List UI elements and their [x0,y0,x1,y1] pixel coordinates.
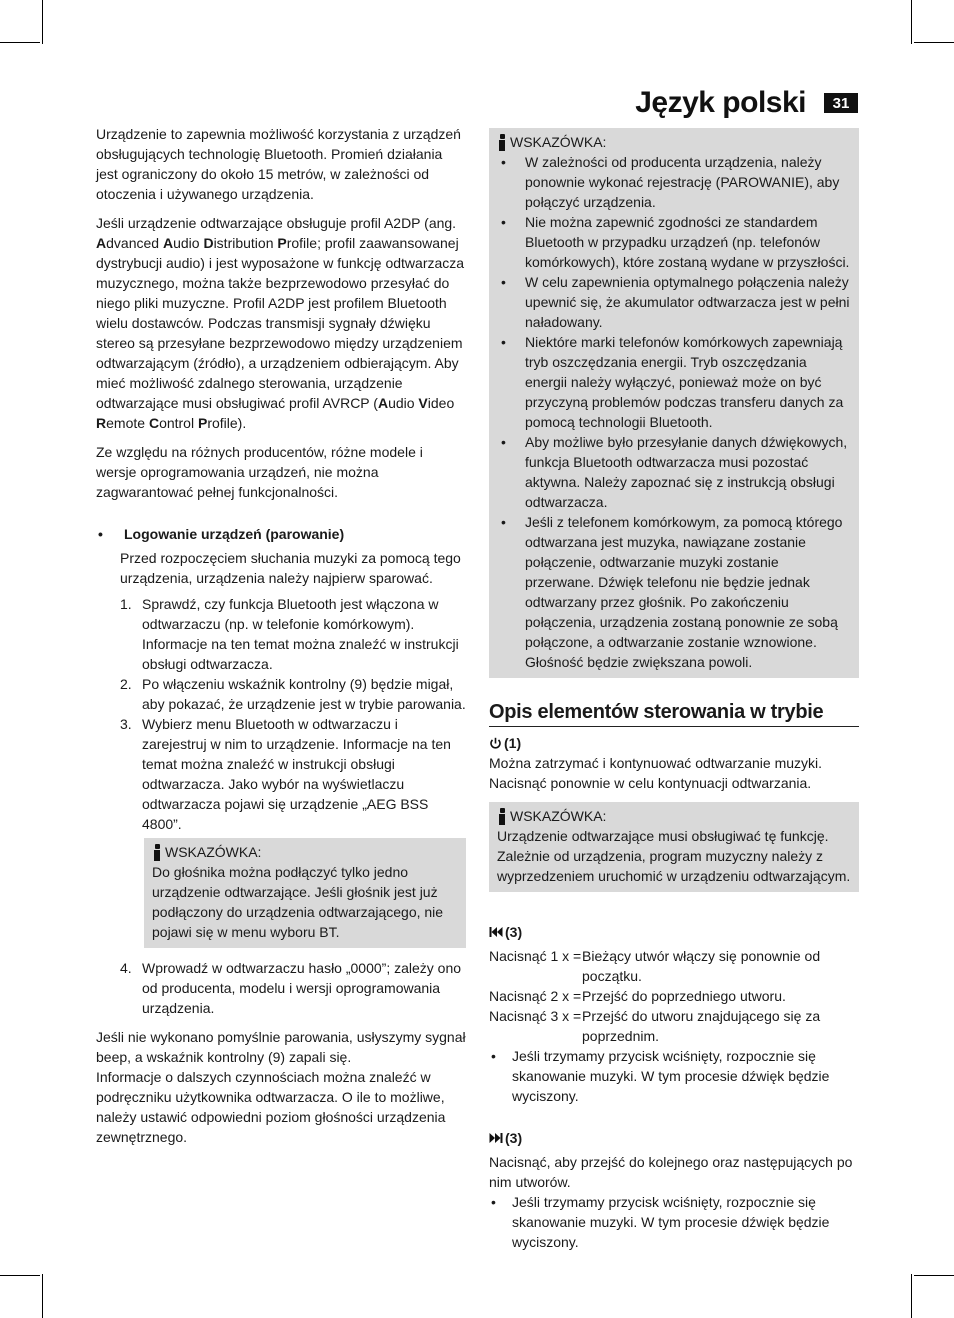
next-control-heading: (3) [489,1128,859,1148]
press-row: Nacisnąć 2 x = Przejść do poprzedniego utworu. [489,988,786,1004]
crop-mark [914,42,954,43]
info-icon [497,134,507,151]
previous-note: • Jeśli trzymamy przycisk wciśnięty, rozpocznie się skanowanie muzyki. W tym procesie dźwięk będzie wyciszony. [489,1046,859,1106]
info-icon [152,844,162,861]
next-track-icon [489,1132,503,1144]
tip-box [489,128,859,678]
tip-text: Urządzenie odtwarzające musi obsługiwać tę funkcję. Zależnie od urządzenia, program muzyczny należy z wyprzedzeniem uruchomić w urządzeniu odtwarzającym. [497,828,851,884]
crop-mark [0,1275,40,1276]
pairing-step: 3. Wybierz menu Bluetooth w odtwarzaczu i zarejestruj w nim to urządzenie. Informacje na ten temat można znaleźć w instrukcji obsługi odtwarzacza. Jako wybór na wyświetlaczu odtwarzacza pojawi się urządzenie „AEG BSS 4800”. [120,716,451,832]
next-description: Nacisnąć, aby przejść do kolejnego oraz następujących po nim utworów. [489,1154,853,1190]
crop-mark [42,1274,43,1318]
power-description: Można zatrzymać i kontynuować odtwarzanie muzyki. Nacisnąć ponownie w celu kontynuacji odtwarzania. [489,755,823,791]
press-row: Nacisnąć 3 x = Przejść do utworu znajdującego się za poprzednim. [489,1008,821,1044]
previous-control-heading: (3) [489,922,859,942]
page-header [635,86,858,120]
tip-item: • Niektóre marki telefonów komórkowych zapewniają tryb oszczędzania energii. Tryb oszczędzania energii należy wyłączyć, ponieważ może on być przyczyną problemów podczas transferu danych za pomocą technologii Bluetooth. [497,332,851,432]
tip-item: • Aby możliwe było przesyłanie danych dźwiękowych, funkcja Bluetooth odtwarzacza musi pozostać aktywna. Należy zapoznać się z instrukcją obsługi odtwarzacza. [497,432,851,512]
tip-item: • Jeśli z telefonem komórkowym, za pomocą którego odtwarzana jest muzyka, nawiązane zostanie połączenie, odtwarzanie muzyki zostanie przerwane. Dźwięk telefonu nie będzie jednak odtwarzany przez głośnik. Po zakończeniu połączenia, urządzenia zostaną ponownie ze sobą połączone, a odtwarzanie zostanie wznowione. Głośność będzie zwiększana powoli. [497,512,851,672]
pairing-step: 4. Wprowadź w odtwarzaczu hasło „0000”; zależy ono od producenta, modelu i wersji oprogramowania urządzenia. [120,960,462,1016]
tip-item: • W celu zapewnienia optymalnego połączenia należy upewnić się, że akumulator odtwarzacza jest w pełni naładowany. [497,272,851,332]
crop-mark [914,1275,954,1276]
page-title: Język polski [635,86,806,119]
power-control-heading: (1) [489,733,859,753]
next-note: • Jeśli trzymamy przycisk wciśnięty, rozpocznie się skanowanie muzyki. W tym procesie dźwięk będzie wyciszony. [489,1192,859,1252]
tip-box [144,838,466,948]
tip-header: WSKAZÓWKA: [497,806,851,826]
tip-text: Do głośnika można podłączyć tylko jedno urządzenie odtwarzające. Jeśli głośnik jest już podłączony do urządzenia odtwarzającego, nie pojawi się w menu wyboru BT. [152,864,444,940]
left-column [96,124,466,1147]
crop-mark [0,42,40,43]
intro-paragraph: Urządzenie to zapewnia możliwość korzystania z urządzeń obsługujących technologię Bluetooth. Promień działania jest ograniczony do około 15 metrów, w zależności od otoczenia i używanego urządzenia. [96,126,461,202]
outro-paragraph: Jeśli nie wykonano pomyślnie parowania, usłyszymy sygnał beep, a wskaźnik kontrolny (9) zapali się. [96,1029,466,1065]
tip-box [489,802,859,892]
outro-paragraph: Informacje o dalszych czynnościach można znaleźć w podręczniku użytkownika odtwarzacza. O ile to możliwe, należy ustawić odpowiedni poziom głośności urządzenia zewnętrznego. [96,1069,446,1145]
pairing-title: • Logowanie urządzeń (parowanie) [96,524,466,544]
pairing-intro: Przed rozpoczęciem słuchania muzyki za pomocą tego urządzenia, urządzenia należy najpierw sparować. [120,550,461,586]
press-row: Nacisnąć 1 x = Bieżący utwór włączy się ponownie od początku. [489,948,821,984]
tip-item: • Nie można zapewnić zgodności ze standardem Bluetooth w przypadku urządzeń (np. telefonów komórkowych), które zostaną wydane w przyszłości. [497,212,851,272]
info-icon [497,808,507,825]
crop-mark [911,1274,912,1318]
pairing-step: 1. Sprawdź, czy funkcja Bluetooth jest włączona w odtwarzaczu (np. w telefonie komórkowym). Informacje na ten temat można znaleźć w instrukcji obsługi odtwarzacza. [120,596,459,672]
section-title: Opis elementów sterowania w trybie [489,702,859,727]
tip-list [497,152,851,672]
right-column [489,124,859,1252]
crop-mark [42,0,43,44]
compatibility-paragraph: Ze względu na różnych producentów, różne modele i wersje oprogramowania urządzeń, nie można zagwarantować pełnej funkcjonalności. [96,444,423,500]
pairing-step: 2. Po włączeniu wskaźnik kontrolny (9) będzie migał, aby pokazać, że urządzenie jest w trybie parowania. [120,676,466,712]
power-icon [489,737,502,750]
tip-header: WSKAZÓWKA: [497,132,851,152]
previous-track-icon [489,926,503,938]
page-number: 31 [824,93,858,113]
crop-mark [911,0,912,44]
a2dp-paragraph: Jeśli urządzenie odtwarzające obsługuje profil A2DP (ang. Advanced Audio Distribution Profile; profil zaawansowanej dystrybucji audio) i jest wyposażone w funkcję odtwarzacza muzycznego, można także bezprzewodowo przesyłać do niego pliki muzyczne. Profil A2DP jest profilem Bluetooth wielu dostawców. Podczas transmisji sygnały dźwięku stereo są przesyłane bezprzewodowo między urządzeniem odtwarzającym (źródło), a urządzeniem odbierającym. Aby mieć możliwość zdalnego sterowania, urządzenie odtwarzające musi obsługiwać profil AVRCP (Audio Video Remote Control Profile). [96,215,465,431]
tip-item: • W zależności od producenta urządzenia, należy ponownie wykonać rejestrację (PAROWANIE), aby połączyć urządzenia. [497,152,851,212]
tip-header: WSKAZÓWKA: [152,842,458,862]
